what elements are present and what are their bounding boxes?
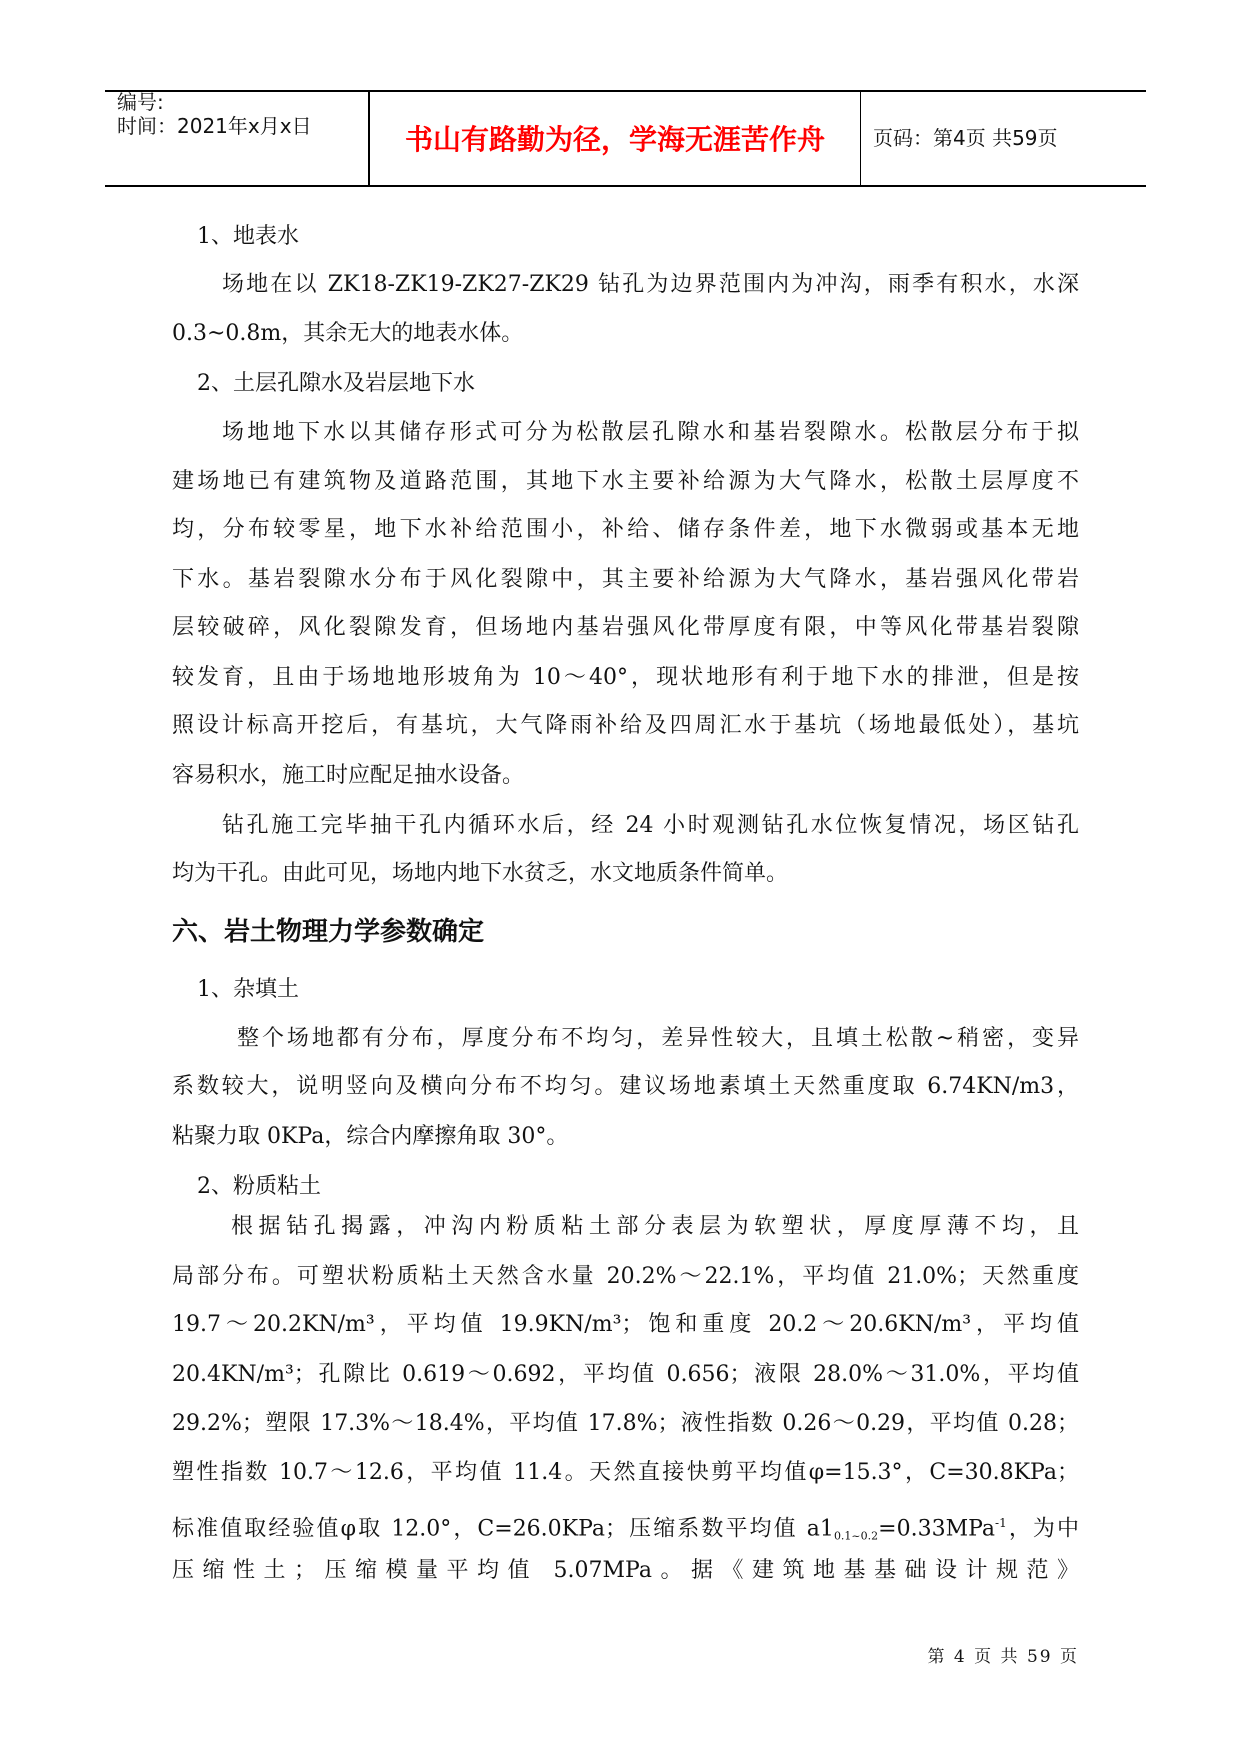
body-line: 场地地下水以其储存形式可分为松散层孔隙水和基岩裂隙水。松散层分布于拟 bbox=[222, 420, 1079, 445]
body-line: 建场地已有建筑物及道路范围，其地下水主要补给源为大气降水，松散土层厚度不 bbox=[172, 469, 1079, 494]
body-line: 容易积水，施工时应配足抽水设备。 bbox=[172, 763, 525, 788]
section-heading: 六、岩土物理力学参数确定 bbox=[172, 917, 485, 947]
text: 标准值取经验值φ取 12.0°，C=26.0KPa；压缩系数平均值 a1 bbox=[172, 1516, 834, 1542]
document-date: 时间：2021年x月x日 bbox=[117, 114, 312, 138]
body-line: 19.7～20.2KN/m³，平均值 19.9KN/m³；饱和重度 20.2～20.6KN/m³，平均值 bbox=[172, 1312, 1079, 1337]
document-number-label: 编号: bbox=[117, 90, 164, 114]
page-header-table bbox=[105, 90, 1146, 187]
body-line: 系数较大，说明竖向及横向分布不均匀。建议场地素填土天然重度取 6.74KN/m3， bbox=[172, 1074, 1079, 1099]
body-line: 场地在以 ZK18-ZK19-ZK27-ZK29 钻孔为边界范围内为冲沟，雨季有积水，水深 bbox=[222, 272, 1079, 297]
body-line: 塑性指数 10.7～12.6，平均值 11.4。天然直接快剪平均值φ=15.3°，C=30.8KPa； bbox=[172, 1460, 1079, 1485]
header-motto: 书山有路勤为径，学海无涯苦作舟 bbox=[404, 123, 825, 156]
body-line: 粘聚力取 0KPa，综合内摩擦角取 30°。 bbox=[172, 1124, 569, 1149]
body-line: 29.2%；塑限 17.3%～18.4%，平均值 17.8%；液性指数 0.26～0.29，平均值 0.28； bbox=[172, 1411, 1079, 1436]
header-divider bbox=[860, 92, 861, 185]
body-line: 压缩性土；压缩模量平均值 5.07MPa。据《建筑地基基础设计规范》 bbox=[172, 1558, 1079, 1583]
body-line: 0.3~0.8m，其余无大的地表水体。 bbox=[172, 321, 524, 346]
body-line: 根据钻孔揭露，冲沟内粉质粘土部分表层为软塑状，厚度厚薄不均，且 bbox=[231, 1214, 1079, 1239]
body-line: 照设计标高开挖后，有基坑，大气降雨补给及四周汇水于基坑（场地最低处），基坑 bbox=[172, 713, 1079, 738]
text: =0.33MPa bbox=[878, 1516, 996, 1542]
subheading-silty-clay: 2、粉质粘土 bbox=[197, 1174, 321, 1199]
body-line: 层较破碎，风化裂隙发育，但场地内基岩强风化带厚度有限，中等风化带基岩裂隙 bbox=[172, 615, 1079, 640]
body-line: 下水。基岩裂隙水分布于风化裂隙中，其主要补给源为大气降水，基岩强风化带岩 bbox=[172, 567, 1079, 592]
text: ，为中 bbox=[1006, 1516, 1079, 1542]
body-line: 20.4KN/m³；孔隙比 0.619～0.692，平均值 0.656；液限 28.0%～31.0%，平均值 bbox=[172, 1362, 1079, 1387]
body-line: 整个场地都有分布，厚度分布不均匀，差异性较大，且填土松散~稍密，变异 bbox=[237, 1026, 1079, 1051]
body-line: 钻孔施工完毕抽干孔内循环水后，经 24 小时观测钻孔水位恢复情况，场区钻孔 bbox=[222, 813, 1079, 838]
body-line: 均，分布较零星，地下水补给范围小，补给、储存条件差，地下水微弱或基本无地 bbox=[172, 517, 1079, 542]
footer-page-number: 第 4 页 共 59 页 bbox=[927, 1647, 1079, 1667]
body-line bbox=[172, 1508, 1079, 1543]
subheading-fill-soil: 1、杂填土 bbox=[197, 977, 299, 1002]
subscript: 0.1~0.2 bbox=[833, 1529, 879, 1543]
body-line: 局部分布。可塑状粉质粘土天然含水量 20.2%～22.1%，平均值 21.0%；天然重度 bbox=[172, 1264, 1079, 1289]
body-line: 较发育，且由于场地地形坡角为 10～40°，现状地形有利于地下水的排泄，但是按 bbox=[172, 665, 1079, 690]
subheading-groundwater: 2、土层孔隙水及岩层地下水 bbox=[197, 371, 475, 396]
superscript: -1 bbox=[995, 1516, 1007, 1530]
header-page-number: 页码：第4页 共59页 bbox=[873, 126, 1058, 150]
subheading-surface-water: 1、地表水 bbox=[197, 224, 299, 249]
body-line: 均为干孔。由此可见，场地内地下水贫乏，水文地质条件简单。 bbox=[172, 861, 789, 886]
